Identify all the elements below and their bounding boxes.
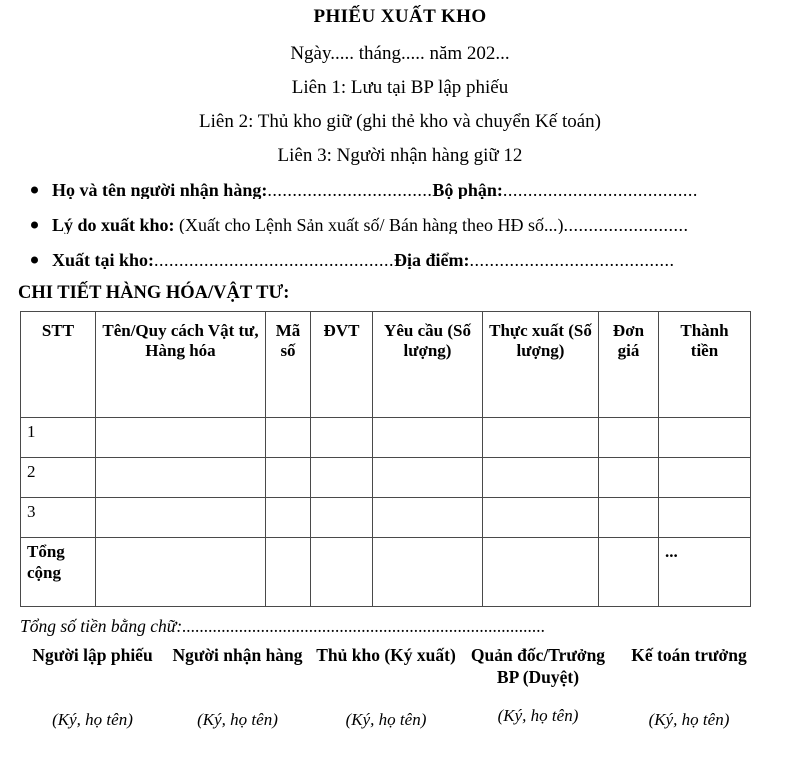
- cell-amount[interactable]: [659, 498, 751, 538]
- col-header-name: Tên/Quy cách Vật tư, Hàng hóa: [96, 312, 266, 418]
- field-receiver-name-label: Họ và tên người nhận hàng:: [52, 180, 268, 199]
- cell-required[interactable]: [373, 418, 483, 458]
- goods-table: [20, 311, 751, 607]
- signature-manager-note: (Ký, họ tên): [497, 705, 579, 725]
- field-receiver-name: [0, 181, 800, 199]
- cell-total-required[interactable]: [373, 538, 483, 607]
- copy-line-1: Liên 1: Lưu tại BP lập phiếu: [291, 76, 509, 98]
- signature-receiver: [165, 645, 310, 730]
- bullet-icon: [31, 256, 38, 263]
- cell-unit[interactable]: [311, 498, 373, 538]
- field-receiver-name-input[interactable]: .................................: [267, 180, 433, 199]
- cell-total-label: Tổng cộng: [21, 538, 96, 607]
- table-row: [21, 458, 751, 498]
- cell-actual[interactable]: [483, 498, 599, 538]
- bullet-icon: [31, 186, 38, 193]
- field-department-input[interactable]: .......................................: [502, 180, 698, 199]
- signature-receiver-note: (Ký, họ tên): [197, 709, 278, 729]
- field-location-label: Địa điểm:: [394, 250, 470, 269]
- signature-manager: [462, 645, 614, 725]
- cell-total-unit[interactable]: [311, 538, 373, 607]
- cell-name[interactable]: [96, 418, 266, 458]
- cell-unit[interactable]: [311, 458, 373, 498]
- cell-stt: 3: [21, 498, 96, 538]
- cell-amount[interactable]: [659, 458, 751, 498]
- field-reason: [0, 216, 800, 234]
- signature-preparer-note: (Ký, họ tên): [52, 709, 133, 729]
- cell-code[interactable]: [266, 498, 311, 538]
- col-header-actual: Thực xuất (Số lượng): [483, 312, 599, 418]
- cell-total-amount[interactable]: ...: [659, 538, 751, 607]
- signature-storekeeper-role: Thủ kho (Ký xuất): [316, 645, 456, 665]
- date-line: Ngày..... tháng..... năm 202...: [290, 42, 510, 64]
- table-header-row: [21, 312, 751, 418]
- cell-required[interactable]: [373, 498, 483, 538]
- cell-required[interactable]: [373, 458, 483, 498]
- cell-total-code[interactable]: [266, 538, 311, 607]
- cell-stt: 1: [21, 418, 96, 458]
- cell-total-actual[interactable]: [483, 538, 599, 607]
- cell-stt: 2: [21, 458, 96, 498]
- total-amount-in-words: [20, 617, 800, 636]
- cell-total-name[interactable]: [96, 538, 266, 607]
- signature-chief-accountant-role: Kế toán trưởng: [631, 645, 747, 665]
- field-warehouse-label: Xuất tại kho:: [52, 250, 155, 269]
- col-header-unit: ĐVT: [311, 312, 373, 418]
- cell-name[interactable]: [96, 498, 266, 538]
- cell-price[interactable]: [599, 458, 659, 498]
- bullet-icon: [31, 221, 38, 228]
- cell-actual[interactable]: [483, 418, 599, 458]
- field-department-label: Bộ phận:: [432, 180, 503, 199]
- field-warehouse: [0, 251, 800, 269]
- cell-code[interactable]: [266, 418, 311, 458]
- signature-chief-accountant: [614, 645, 764, 730]
- table-row: [21, 418, 751, 458]
- cell-name[interactable]: [96, 458, 266, 498]
- cell-amount[interactable]: [659, 418, 751, 458]
- signature-receiver-role: Người nhận hàng: [172, 645, 303, 665]
- col-header-price: Đơn giá: [599, 312, 659, 418]
- signature-chief-accountant-note: (Ký, họ tên): [648, 709, 730, 729]
- signature-preparer-role: Người lập phiếu: [32, 645, 153, 665]
- signature-manager-role: Quản đốc/Trưởng BP (Duyệt): [470, 645, 606, 687]
- table-total-row: [21, 538, 751, 607]
- copy-line-2: Liên 2: Thủ kho giữ (ghi thẻ kho và chuyển Kế toán): [199, 110, 601, 132]
- page-title: PHIẾU XUẤT KHO: [313, 6, 487, 27]
- signature-storekeeper: [310, 645, 462, 730]
- col-header-code: Mã số: [266, 312, 311, 418]
- total-in-words-label: Tổng số tiền bằng chữ:: [20, 617, 183, 637]
- goods-section-heading: CHI TIẾT HÀNG HÓA/VẬT TƯ:: [18, 282, 290, 303]
- col-header-stt: STT: [21, 312, 96, 418]
- cell-price[interactable]: [599, 498, 659, 538]
- cell-code[interactable]: [266, 458, 311, 498]
- field-reason-input[interactable]: .........................: [563, 215, 689, 234]
- col-header-amount: Thành tiền: [659, 312, 751, 418]
- signature-preparer: [20, 645, 165, 730]
- field-location-input[interactable]: .........................................: [469, 250, 675, 269]
- field-warehouse-input[interactable]: ................................................: [154, 250, 395, 269]
- table-row: [21, 498, 751, 538]
- field-reason-note: (Xuất cho Lệnh Sản xuất số/ Bán hàng theo HĐ số...): [174, 215, 564, 234]
- form-fields-list: [0, 181, 800, 269]
- copy-line-3: Liên 3: Người nhận hàng giữ 12: [277, 144, 523, 166]
- document-header: [0, 7, 800, 165]
- cell-price[interactable]: [599, 418, 659, 458]
- total-in-words-input[interactable]: ...................................................................................: [182, 617, 546, 637]
- col-header-required: Yêu cầu (Số lượng): [373, 312, 483, 418]
- signature-storekeeper-note: (Ký, họ tên): [345, 709, 427, 729]
- signature-block: [20, 645, 765, 730]
- field-reason-label: Lý do xuất kho:: [52, 215, 175, 234]
- cell-total-price[interactable]: [599, 538, 659, 607]
- cell-unit[interactable]: [311, 418, 373, 458]
- cell-actual[interactable]: [483, 458, 599, 498]
